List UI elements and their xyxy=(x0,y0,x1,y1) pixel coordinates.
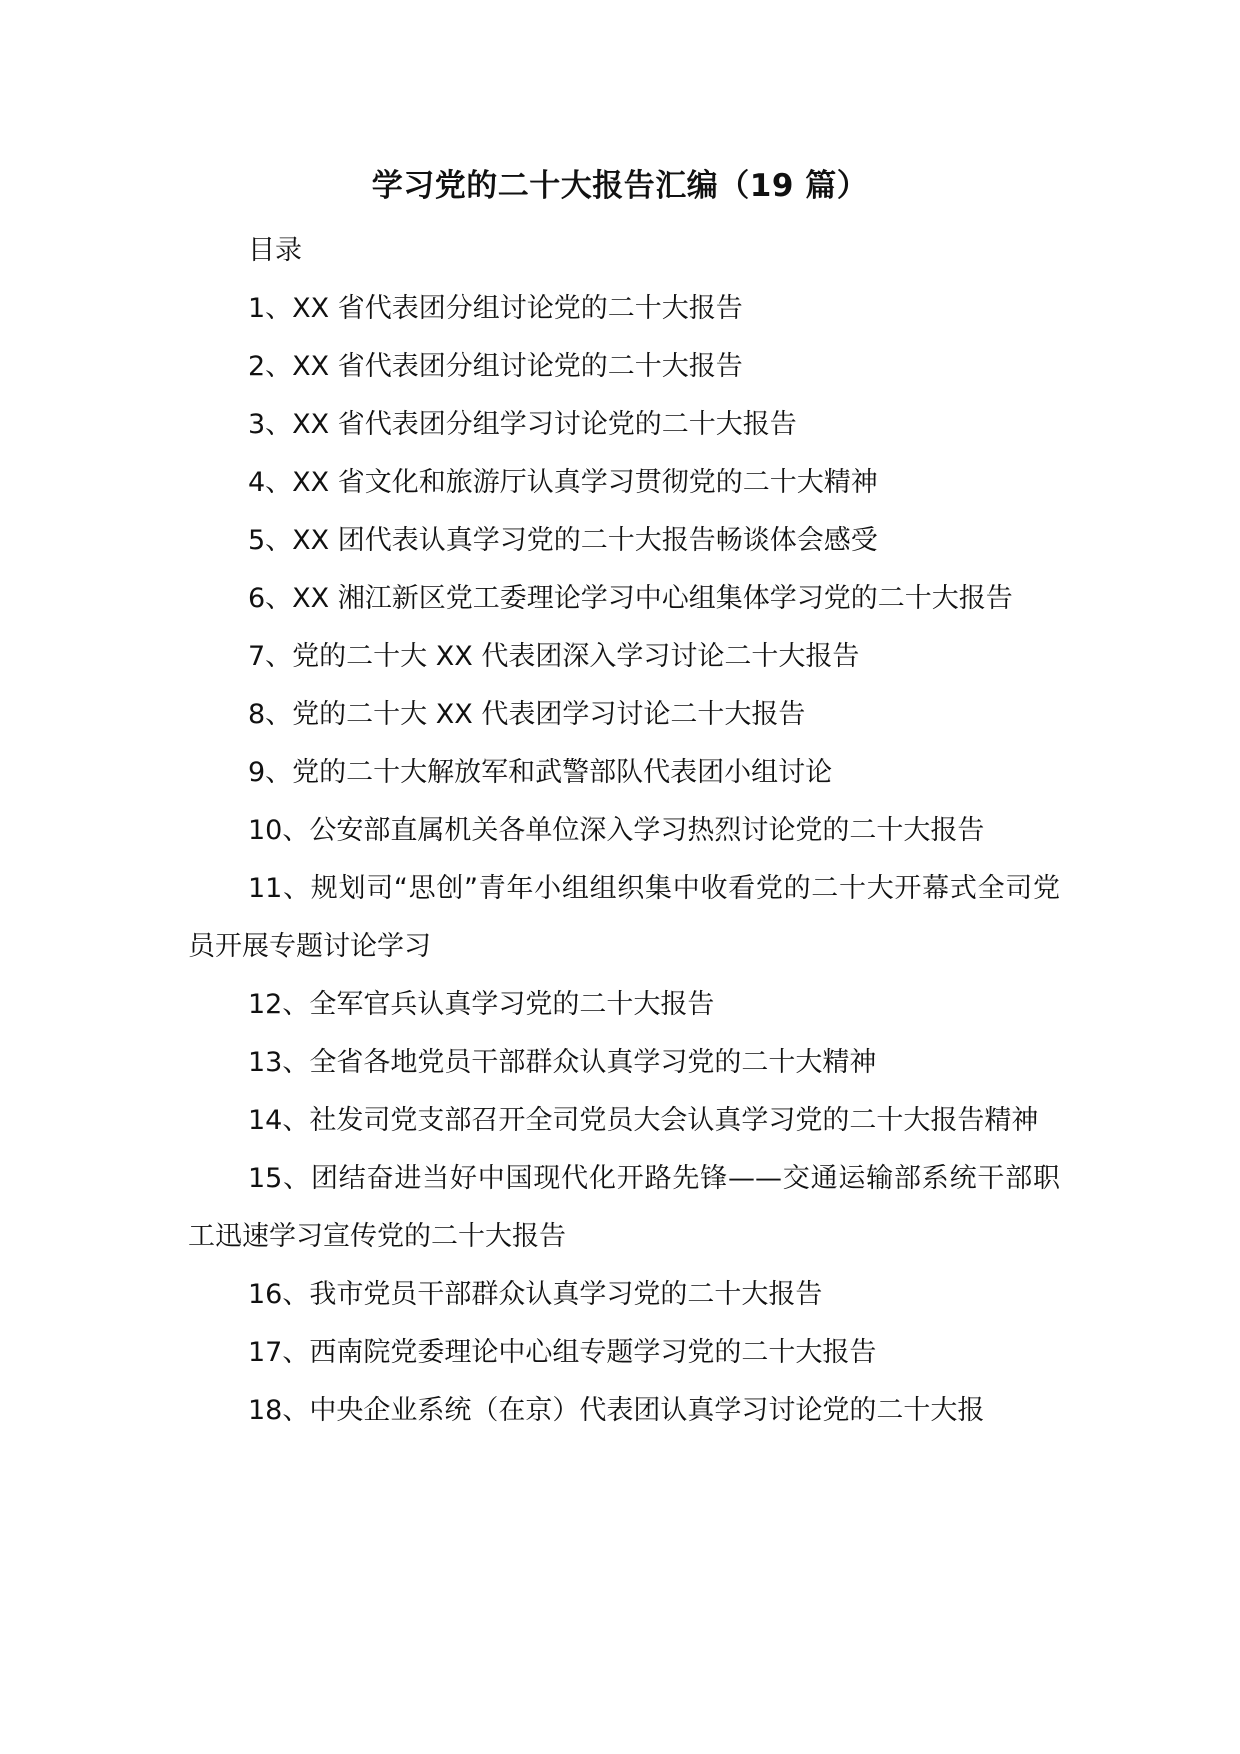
toc-item: 10、公安部直属机关各单位深入学习热烈讨论党的二十大报告 xyxy=(248,815,985,846)
toc-item: 12、全军官兵认真学习党的二十大报告 xyxy=(248,989,715,1020)
toc-item: 13、全省各地党员干部群众认真学习党的二十大精神 xyxy=(248,1047,877,1078)
toc-item: 2、XX 省代表团分组讨论党的二十大报告 xyxy=(248,351,743,382)
document-title: 学习党的二十大报告汇编（19 篇） xyxy=(371,168,869,204)
toc-item: 15、团结奋进当好中国现代化开路先锋——交通运输部系统干部职工迅速学习宣传党的二十大报告 xyxy=(188,1163,1060,1252)
toc-item: 9、党的二十大解放军和武警部队代表团小组讨论 xyxy=(248,757,833,788)
toc-item: 14、社发司党支部召开全司党员大会认真学习党的二十大报告精神 xyxy=(248,1105,1039,1136)
toc-item: 7、党的二十大 XX 代表团深入学习讨论二十大报告 xyxy=(248,641,860,672)
table-of-contents xyxy=(188,222,1060,1440)
toc-item: 1、XX 省代表团分组讨论党的二十大报告 xyxy=(248,293,743,324)
toc-item: 17、西南院党委理论中心组专题学习党的二十大报告 xyxy=(248,1337,877,1368)
toc-item: 11、规划司“思创”青年小组组织集中收看党的二十大开幕式全司党员开展专题讨论学习 xyxy=(188,873,1060,962)
toc-item: 16、我市党员干部群众认真学习党的二十大报告 xyxy=(248,1279,823,1310)
toc-item: 3、XX 省代表团分组学习讨论党的二十大报告 xyxy=(248,409,797,440)
toc-item: 5、XX 团代表认真学习党的二十大报告畅谈体会感受 xyxy=(248,525,878,556)
toc-item: 6、XX 湘江新区党工委理论学习中心组集体学习党的二十大报告 xyxy=(248,583,1013,614)
toc-heading: 目录 xyxy=(248,235,302,266)
toc-item: 8、党的二十大 XX 代表团学习讨论二十大报告 xyxy=(248,699,806,730)
toc-item: 18、中央企业系统（在京）代表团认真学习讨论党的二十大报 xyxy=(248,1395,985,1426)
toc-item: 4、XX 省文化和旅游厅认真学习贯彻党的二十大精神 xyxy=(248,467,878,498)
